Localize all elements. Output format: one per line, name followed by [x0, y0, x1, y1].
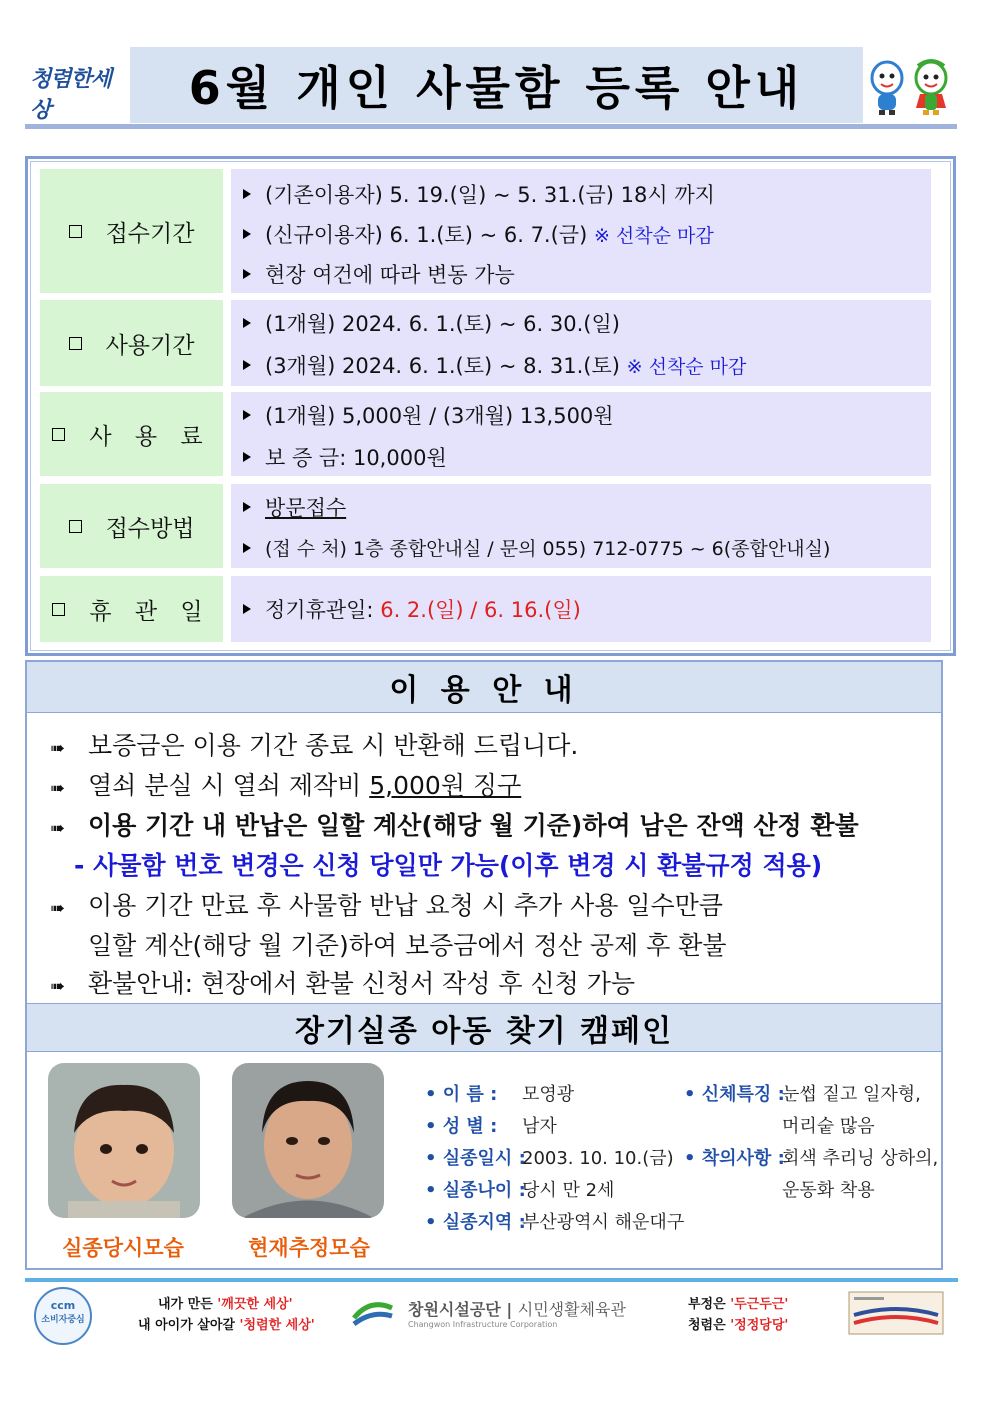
bullet-triangle-icon	[243, 502, 251, 512]
feature-label-clothing: • 착의사항 :	[684, 1148, 785, 1169]
row-label-usage-period	[40, 300, 223, 386]
slogan-highlight: '두근두근'	[730, 1297, 789, 1312]
arrow-bullet-icon: ➠	[50, 738, 66, 759]
bullet-triangle-icon	[243, 318, 251, 328]
bullet-triangle-icon	[243, 543, 251, 553]
checkbox-square-icon	[69, 225, 82, 238]
checkbox-square-icon	[52, 603, 65, 616]
info-line	[243, 594, 581, 624]
checkbox-square-icon	[69, 337, 82, 350]
photo-caption-then: 실종당시모습	[62, 1236, 184, 1260]
certification-badge-icon	[848, 1291, 944, 1335]
row-label-closed-days	[40, 576, 223, 642]
detail-value-gender: 남자	[522, 1116, 557, 1137]
usage-item-text: 열쇠 분실 시 열쇠 제작비	[88, 771, 362, 800]
detail-label-gender: • 성 별 :	[425, 1116, 498, 1137]
bullet-triangle-icon	[243, 410, 251, 420]
info-line-text: (기존이용자) 5. 19.(일) ~ 5. 31.(금) 18시 까지	[265, 183, 715, 207]
usage-subitem	[74, 846, 822, 882]
arrow-bullet-icon: ➠	[50, 898, 66, 919]
changwon-emblem-icon	[350, 1294, 396, 1334]
row-label-text: 사 용 료	[89, 423, 211, 450]
ccm-text: ccm	[50, 1299, 76, 1312]
usage-item-text: 일할 계산(해당 월 기준)하여 보증금에서 정산 공제 후 환불	[88, 931, 727, 960]
footer-slogan-2	[138, 1314, 315, 1333]
photo-caption-now: 현재추정모습	[248, 1236, 370, 1260]
detail-label-name: • 이 름 :	[425, 1084, 498, 1105]
row-label-text: 사용기간	[105, 332, 195, 359]
arrow-bullet-icon: ➠	[50, 976, 66, 997]
detail-value-age: 당시 만 2세	[522, 1180, 615, 1201]
usage-item-text: 이용 기간 내 반납은 일할 계산(해당 월 기준)하여 남은 잔액 산정 환불	[88, 811, 859, 840]
ccm-subtext: 소비자중심	[41, 1315, 85, 1325]
info-line-text: (3개월) 2024. 6. 1.(토) ~ 8. 31.(토)	[265, 354, 620, 378]
usage-item-continued	[88, 926, 727, 962]
ccm-badge	[34, 1287, 92, 1345]
info-line	[243, 492, 346, 522]
logo-text: 청렴한세상	[30, 66, 112, 123]
detail-label-date: • 실종일시 :	[425, 1148, 526, 1169]
org-name-line: 창원시설공단 | 시민생활체육관	[408, 1300, 626, 1319]
info-line	[243, 219, 714, 249]
campaign-title: 장기실종 아동 찾기 캠페인	[294, 1013, 674, 1049]
info-line	[243, 179, 715, 209]
arrow-bullet-icon: ➠	[50, 778, 66, 799]
feature-value-clothing: 회색 추리닝 상하의,	[782, 1148, 939, 1169]
checkbox-square-icon	[52, 428, 65, 441]
row-content-reception-period	[231, 169, 931, 293]
info-line-text: (접 수 처) 1층 종합안내실 / 문의 055) 712-0775 ~ 6(종합안내실)	[265, 538, 831, 560]
usage-item-text: 환불안내: 현장에서 환불 신청서 작성 후 신청 가능	[88, 969, 636, 998]
row-content-usage-period	[231, 300, 931, 386]
detail-value-name: 모영광	[522, 1084, 575, 1105]
org-name: 창원시설공단	[408, 1300, 501, 1319]
info-line-text: 현장 여건에 따라 변동 가능	[265, 263, 515, 287]
bullet-triangle-icon	[243, 452, 251, 462]
key-fee-text: 5,000원 징구	[369, 771, 522, 800]
info-line-text: (1개월) 5,000원 / (3개월) 13,500원	[265, 404, 614, 428]
row-label-text: 휴 관 일	[89, 598, 211, 625]
row-label-fee	[40, 392, 223, 476]
info-line	[243, 259, 515, 289]
slogan-highlight: '청렴한 세상'	[239, 1318, 315, 1333]
arrow-bullet-icon: ➠	[50, 818, 66, 839]
usage-item-text: 보증금은 이용 기간 종료 시 반환해 드립니다.	[88, 731, 579, 760]
bullet-triangle-icon	[243, 269, 251, 279]
detail-label-location: • 실종지역 :	[425, 1212, 526, 1233]
row-content-method	[231, 484, 931, 568]
bullet-triangle-icon	[243, 189, 251, 199]
info-line-text: 보 증 금: 10,000원	[265, 446, 447, 470]
detail-value-date: 2003. 10. 10.(금)	[522, 1148, 674, 1169]
org-sub: 시민생활체육관	[517, 1300, 626, 1319]
info-line	[243, 534, 830, 561]
feature-label-body: • 신체특징 :	[684, 1084, 785, 1105]
info-line-text: (1개월) 2024. 6. 1.(토) ~ 6. 30.(일)	[265, 312, 620, 336]
info-line-text: 정기휴관일:	[265, 598, 374, 622]
info-line	[243, 442, 447, 472]
slogan-highlight: '정정당당'	[730, 1318, 789, 1333]
usage-subitem-text: - 사물함 번호 변경은 신청 당일만 가능(이후 변경 시 환불규정 적용)	[74, 851, 823, 880]
detail-label-age: • 실종나이 :	[425, 1180, 526, 1201]
slogan-text: 청렴은	[688, 1318, 731, 1333]
usage-item	[50, 806, 859, 842]
usage-item	[50, 886, 723, 922]
row-content-fee	[231, 392, 931, 476]
info-line	[243, 350, 746, 380]
bullet-triangle-icon	[243, 360, 251, 370]
row-content-closed-days	[231, 576, 931, 642]
slogan-text: 부정은	[688, 1297, 731, 1312]
row-label-text: 접수방법	[105, 515, 195, 542]
row-label-method	[40, 484, 223, 568]
usage-item	[50, 726, 578, 762]
mascot-green-icon	[912, 58, 950, 116]
page-title: 6월 개인 사물함 등록 안내	[188, 61, 805, 115]
campaign-header	[27, 1003, 941, 1052]
cheongryeom-logo	[30, 62, 125, 123]
first-come-note: ※ 선착순 마감	[626, 356, 747, 378]
footer-slogan-1	[158, 1293, 293, 1312]
info-line	[243, 308, 620, 338]
usage-item	[50, 766, 521, 802]
slogan-text: 내 아이가 살아갈	[138, 1318, 240, 1333]
usage-item-text: 이용 기간 만료 후 사물함 반납 요청 시 추가 사용 일수만큼	[88, 891, 723, 920]
org-english: Changwon Infrastructure Corporation	[408, 1320, 558, 1329]
bullet-triangle-icon	[243, 604, 251, 614]
slogan-text: 내가 만든	[158, 1297, 218, 1312]
footer-divider	[25, 1278, 958, 1282]
info-line-text: 방문접수	[265, 496, 347, 520]
first-come-note: ※ 선착순 마감	[593, 225, 714, 247]
row-label-text: 접수기간	[105, 220, 195, 247]
footer-slogan-3	[688, 1293, 788, 1312]
row-label-reception-period	[40, 169, 223, 293]
info-line	[243, 400, 614, 430]
checkbox-square-icon	[69, 520, 82, 533]
usage-title: 이 용 안 내	[389, 673, 579, 708]
detail-value-location: 부산광역시 해운대구	[522, 1212, 685, 1233]
closed-dates: 6. 2.(일) / 6. 16.(일)	[380, 598, 581, 622]
missing-child-photo-then	[48, 1063, 200, 1218]
mascot-blue-icon	[868, 58, 906, 116]
slogan-highlight: '깨끗한 세상'	[217, 1297, 293, 1312]
title-banner	[130, 47, 863, 123]
bullet-triangle-icon	[243, 229, 251, 239]
feature-value-clothing-2: 운동화 착용	[782, 1180, 875, 1201]
usage-header	[27, 662, 941, 713]
feature-value-body-2: 머리숱 많음	[782, 1116, 875, 1137]
feature-value-body: 눈썹 짙고 일자형,	[782, 1084, 921, 1105]
missing-child-photo-now	[232, 1063, 384, 1218]
header-divider	[25, 124, 957, 129]
usage-item	[50, 964, 635, 1000]
footer-slogan-4	[688, 1314, 788, 1333]
info-line-text: (신규이용자) 6. 1.(토) ~ 6. 7.(금)	[265, 223, 588, 247]
